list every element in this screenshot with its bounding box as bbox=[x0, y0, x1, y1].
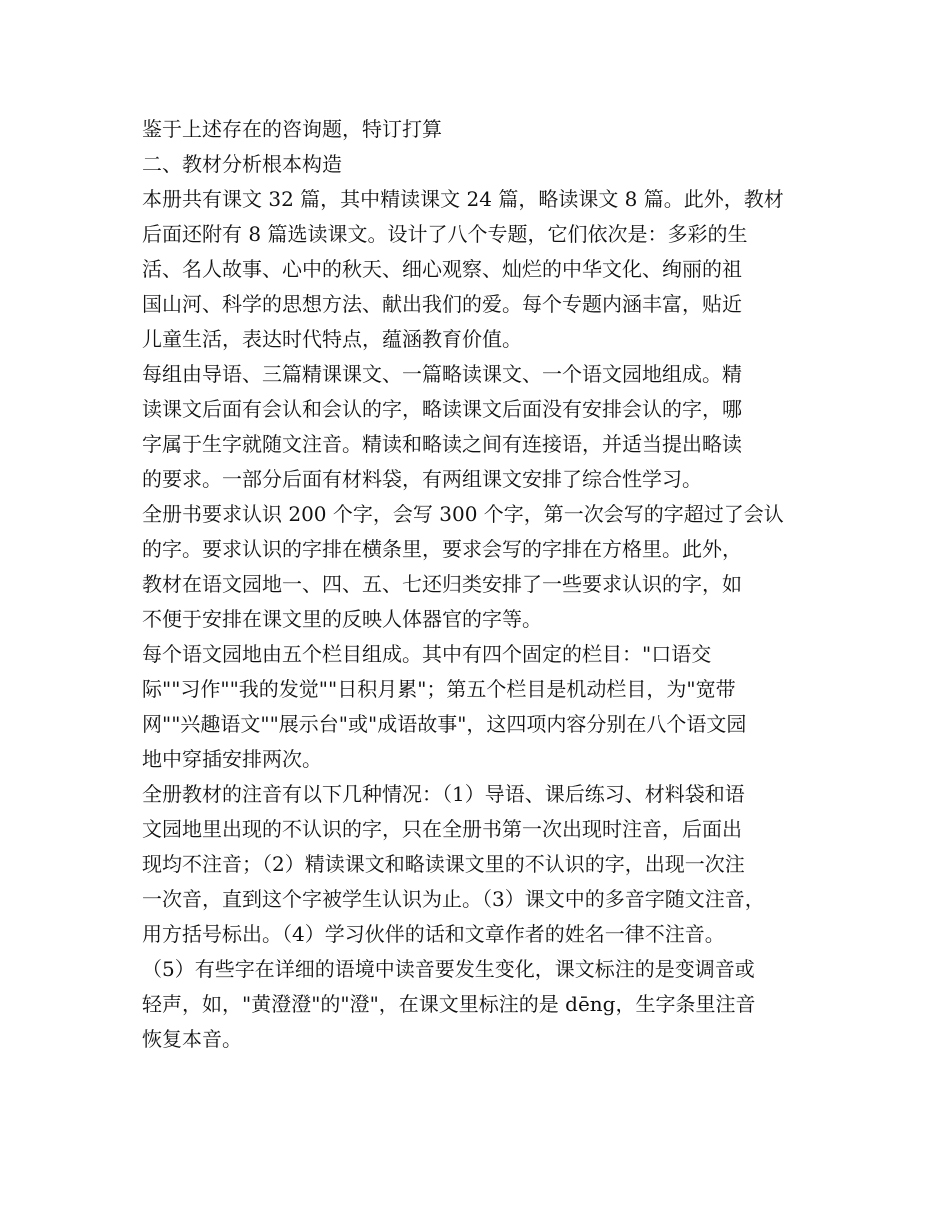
text-line: 活、名人故事、心中的秋天、细心观察、灿烂的中华文化、绚丽的祖 bbox=[142, 257, 742, 281]
text-line: （5）有些字在详细的语境中读音要发生变化，课文标注的是变调音或 bbox=[142, 957, 755, 981]
text-line: 字属于生字就随文注音。精读和略读之间有连接语，并适当提出略读 bbox=[142, 432, 742, 456]
section-heading: 二、教材分析根本构造 bbox=[142, 152, 342, 176]
text-line: 轻声，如，"黄澄澄"的"澄"，在课文里标注的是 dēng，生字条里注音 bbox=[142, 992, 756, 1016]
text-line: 地中穿插安排两次。 bbox=[142, 747, 322, 771]
text-line: 本册共有课文 32 篇，其中精读课文 24 篇，略读课文 8 篇。此外，教材 bbox=[142, 187, 784, 211]
text-line: 现均不注音；（2）精读课文和略读课文里的不认识的字，出现一次注 bbox=[142, 852, 745, 876]
text-line: 一次音，直到这个字被学生认识为止。（3）课文中的多音字随文注音， bbox=[142, 887, 765, 911]
text-line: 的要求。一部分后面有材料袋，有两组课文安排了综合性学习。 bbox=[142, 467, 702, 491]
text-line: 恢复本音。 bbox=[142, 1027, 242, 1051]
text-line: 用方括号标出。（4）学习伙伴的话和文章作者的姓名一律不注音。 bbox=[142, 922, 725, 946]
text-line: 的字。要求认识的字排在横条里，要求会写的字排在方格里。此外， bbox=[142, 537, 742, 561]
text-line: 读课文后面有会认和会认的字，略读课文后面没有安排会认的字，哪 bbox=[142, 397, 742, 421]
text-line: 网""兴趣语文""展示台"或"成语故事"，这四项内容分别在八个语文园 bbox=[142, 712, 747, 736]
text-line: 际""习作""我的发觉""日积月累"；第五个栏目是机动栏目，为"宽带 bbox=[142, 677, 736, 701]
text-line: 每个语文园地由五个栏目组成。其中有四个固定的栏目："口语交 bbox=[142, 642, 712, 666]
text-line: 全册书要求认识 200 个字，会写 300 个字，第一次会写的字超过了会认 bbox=[142, 502, 784, 526]
text-line: 每组由导语、三篇精课课文、一篇略读课文、一个语文园地组成。精 bbox=[142, 362, 742, 386]
text-line: 后面还附有 8 篇选读课文。设计了八个专题，它们依次是：多彩的生 bbox=[142, 222, 748, 246]
text-line: 儿童生活，表达时代特点，蕴涵教育价值。 bbox=[142, 327, 522, 351]
text-line: 不便于安排在课文里的反映人体器官的字等。 bbox=[142, 607, 542, 631]
text-line: 文园地里出现的不认识的字，只在全册书第一次出现时注音，后面出 bbox=[142, 817, 742, 841]
text-line: 鉴于上述存在的咨询题，特订打算 bbox=[142, 117, 442, 141]
text-line: 教材在语文园地一、四、五、七还归类安排了一些要求认识的字，如 bbox=[142, 572, 742, 596]
text-line: 国山河、科学的思想方法、献出我们的爱。每个专题内涵丰富，贴近 bbox=[142, 292, 742, 316]
document-body bbox=[142, 112, 814, 1057]
text-line: 全册教材的注音有以下几种情况：（1）导语、课后练习、材料袋和语 bbox=[142, 782, 745, 806]
